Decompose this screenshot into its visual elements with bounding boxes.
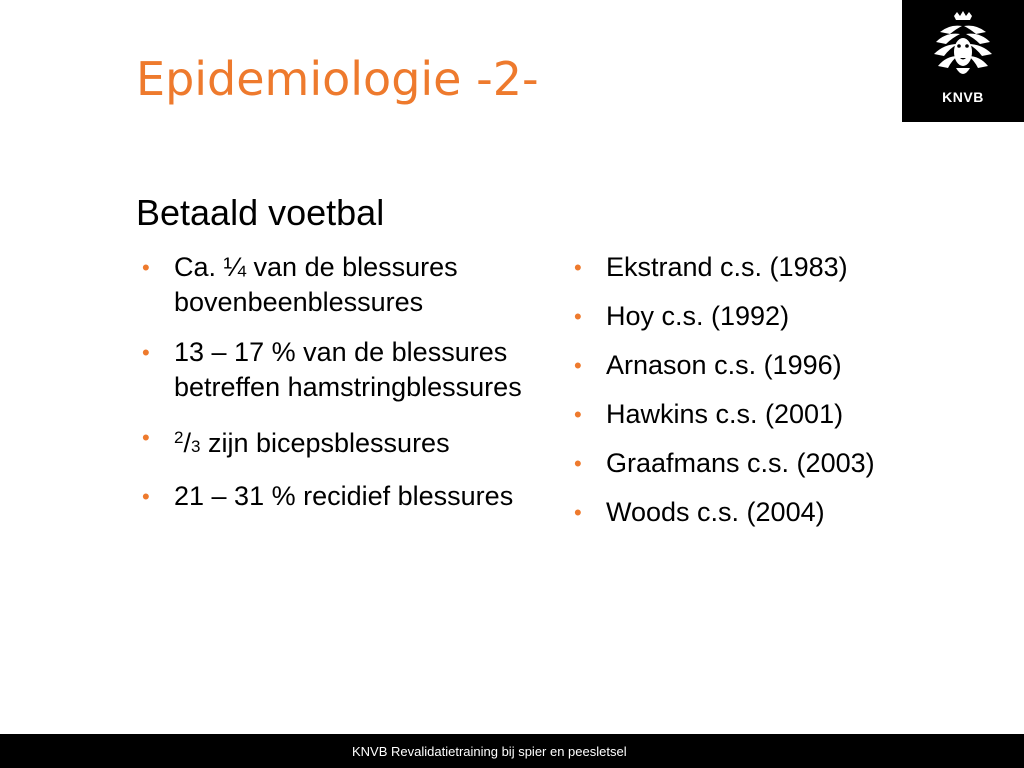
list-item bbox=[136, 335, 556, 405]
bullet-icon: • bbox=[574, 353, 582, 378]
slide-subheading: Betaald voetbal bbox=[136, 192, 385, 233]
bullet-text: Hawkins c.s. (2001) bbox=[606, 399, 844, 429]
bullet-icon: • bbox=[142, 425, 150, 450]
bullet-text: Woods c.s. (2004) bbox=[606, 497, 825, 527]
list-item bbox=[568, 299, 988, 334]
bullet-icon: • bbox=[142, 484, 150, 509]
logo-text: KNVB bbox=[942, 89, 984, 105]
fraction-numerator: 2 bbox=[174, 428, 184, 447]
fraction-denominator: 3 bbox=[190, 437, 201, 456]
bullet-icon: • bbox=[142, 340, 150, 365]
bullet-icon: • bbox=[574, 500, 582, 525]
right-bullet-list bbox=[568, 250, 988, 544]
list-item bbox=[136, 479, 556, 514]
bullet-text: Ca. ¼ van de blessures bovenbeenblessures bbox=[174, 252, 458, 317]
list-item bbox=[568, 446, 988, 481]
bullet-icon: • bbox=[574, 402, 582, 427]
list-item bbox=[568, 250, 988, 285]
left-bullet-list bbox=[136, 250, 556, 529]
bullet-text: 21 – 31 % recidief blessures bbox=[174, 481, 514, 511]
bullet-text: 13 – 17 % van de blessures betreffen hamstringblessures bbox=[174, 337, 522, 402]
list-item bbox=[136, 420, 556, 464]
list-item bbox=[568, 495, 988, 530]
knvb-logo bbox=[902, 0, 1024, 122]
bullet-text: Ekstrand c.s. (1983) bbox=[606, 252, 848, 282]
bullet-text: Hoy c.s. (1992) bbox=[606, 301, 790, 331]
bullet-text: zijn bicepsblessures bbox=[200, 428, 450, 458]
bullet-icon: • bbox=[574, 304, 582, 329]
footer-text: KNVB Revalidatietraining bij spier en peesletsel bbox=[352, 744, 627, 759]
list-item bbox=[568, 348, 988, 383]
bullet-text: Graafmans c.s. (2003) bbox=[606, 448, 875, 478]
bullet-text: Arnason c.s. (1996) bbox=[606, 350, 842, 380]
slide-title: Epidemiologie -2- bbox=[136, 52, 539, 106]
lion-icon bbox=[926, 10, 1000, 86]
bullet-icon: • bbox=[574, 451, 582, 476]
fraction bbox=[174, 428, 200, 458]
list-item bbox=[568, 397, 988, 432]
fraction-slash: / bbox=[183, 428, 191, 458]
footer-bar bbox=[0, 734, 1024, 768]
bullet-icon: • bbox=[574, 255, 582, 280]
bullet-icon: • bbox=[142, 255, 150, 280]
list-item bbox=[136, 250, 556, 320]
